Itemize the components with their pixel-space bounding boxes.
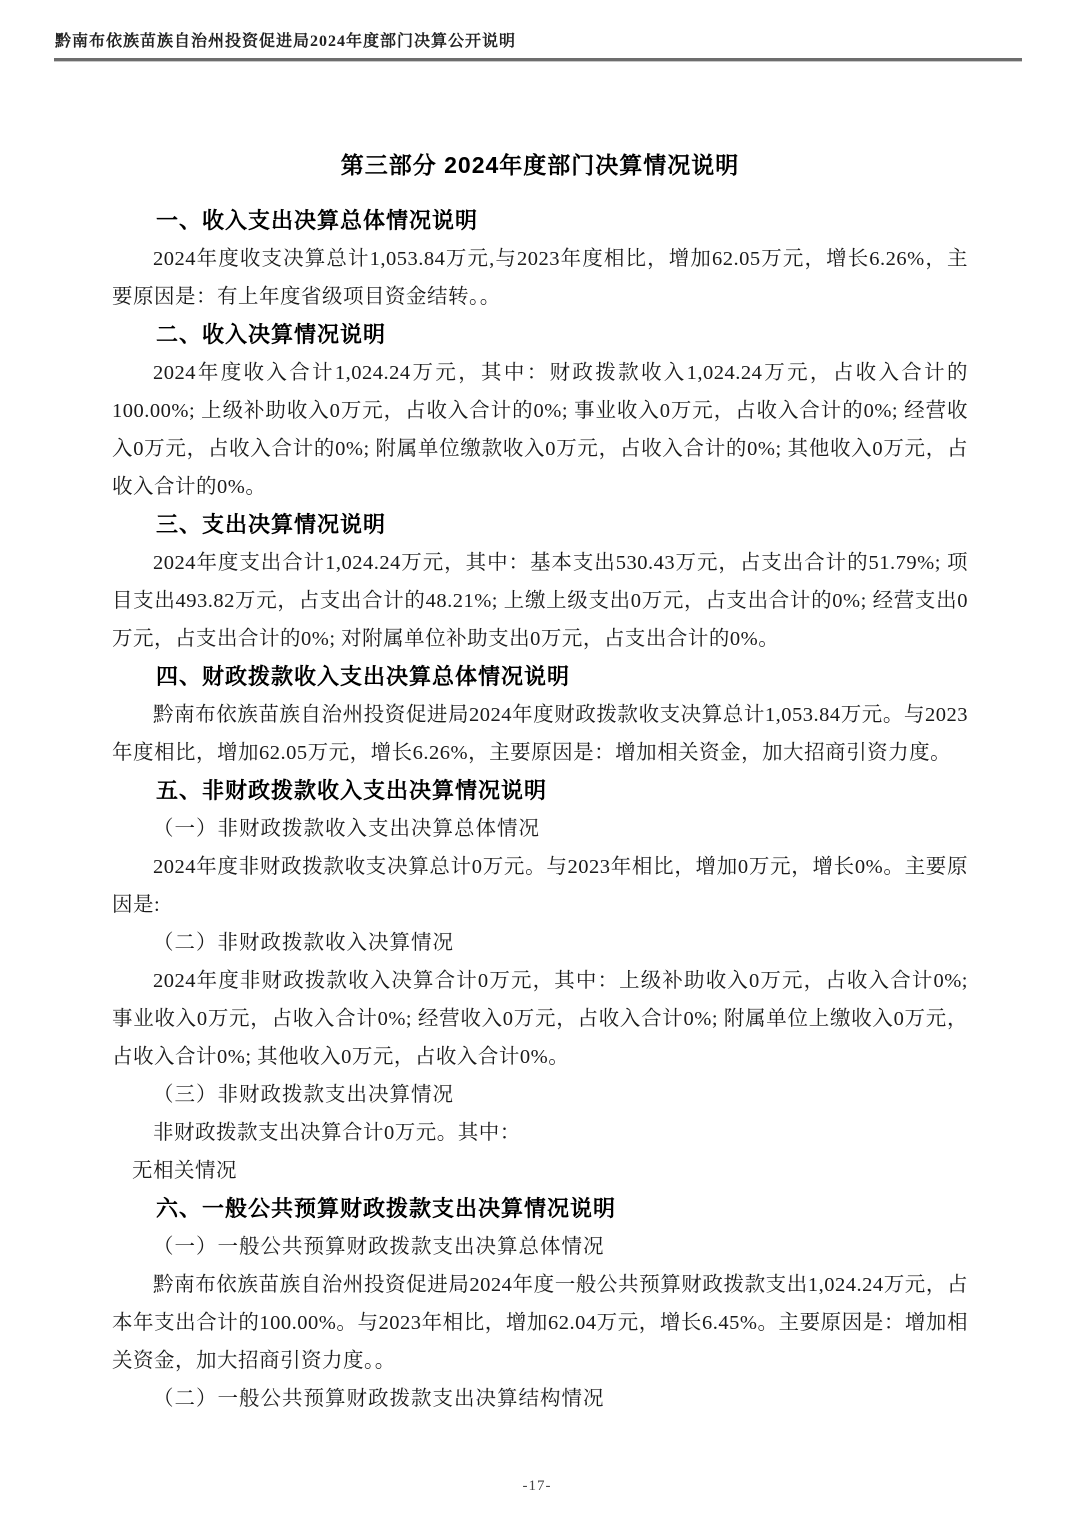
subsection-heading-6-1: （一）一般公共预算财政拨款支出决算总体情况	[153, 1236, 605, 1258]
paragraph: 2024年度收支决算总计1,053.84万元,与2023年度相比，增加62.05万元，增长6.26%，主要原因是：有上年度省级项目资金结转。。	[112, 248, 968, 308]
paragraph: 黔南布依族苗族自治州投资促进局2024年度一般公共预算财政拨款支出1,024.24万元，占本年支出合计的100.00%。与2023年相比，增加62.04万元，增长6.45%。主要原因是：增加相关资金，加大招商引资力度。。	[112, 1274, 968, 1372]
section-heading-4: 四、财政拨款收入支出决算总体情况说明	[156, 664, 571, 689]
page-footer	[0, 1478, 1074, 1495]
page-header-title: 黔南布依族苗族自治州投资促进局2024年度部门决算公开说明	[55, 33, 517, 50]
section-heading-3: 三、支出决算情况说明	[156, 512, 387, 537]
section-heading-1: 一、收入支出决算总体情况说明	[156, 208, 479, 233]
section-heading-2: 二、收入决算情况说明	[156, 322, 387, 347]
header-rule	[54, 58, 1022, 61]
paragraph: 2024年度收入合计1,024.24万元，其中：财政拨款收入1,024.24万元，占收入合计的100.00%; 上级补助收入0万元，占收入合计的0%; 事业收入0万元，占收入合计的0%; 经营收入0万元，占收入合计的0%; 附属单位缴款收入0万元，占收入合计的0%; 其他收入0万元，占收入合计的0%。	[112, 362, 968, 498]
document-body	[112, 148, 968, 1418]
subsection-heading-5-1: （一）非财政拨款收入支出决算总体情况	[153, 818, 540, 840]
section-heading-5: 五、非财政拨款收入支出决算情况说明	[156, 778, 548, 803]
paragraph: 2024年度非财政拨款收入决算合计0万元，其中：上级补助收入0万元，占收入合计0%; 事业收入0万元，占收入合计0%; 经营收入0万元，占收入合计0%; 附属单位上缴收入0万元，占收入合计0%; 其他收入0万元，占收入合计0%。	[112, 970, 968, 1068]
subsection-heading-6-2: （二）一般公共预算财政拨款支出决算结构情况	[153, 1388, 605, 1410]
document-title: 第三部分 2024年度部门决算情况说明	[340, 152, 740, 178]
paragraph-no-related: 无相关情况	[132, 1160, 237, 1182]
page-header	[55, 28, 516, 51]
paragraph: 黔南布依族苗族自治州投资促进局2024年度财政拨款收支决算总计1,053.84万元。与2023年度相比，增加62.05万元，增长6.26%，主要原因是：增加相关资金，加大招商引资力度。	[112, 704, 968, 764]
page-number: -17-	[522, 1478, 552, 1494]
section-heading-6: 六、一般公共预算财政拨款支出决算情况说明	[156, 1196, 617, 1221]
paragraph: 非财政拨款支出决算合计0万元。其中：	[153, 1122, 521, 1144]
paragraph: 2024年度非财政拨款收支决算总计0万元。与2023年相比，增加0万元，增长0%。主要原因是:	[112, 856, 968, 916]
subsection-heading-5-3: （三）非财政拨款支出决算情况	[153, 1084, 454, 1106]
subsection-heading-5-2: （二）非财政拨款收入决算情况	[153, 932, 454, 954]
paragraph: 2024年度支出合计1,024.24万元，其中：基本支出530.43万元，占支出合计的51.79%; 项目支出493.82万元，占支出合计的48.21%; 上缴上级支出0万元，占支出合计的0%; 经营支出0万元，占支出合计的0%; 对附属单位补助支出0万元，占支出合计的0%。	[112, 552, 968, 650]
